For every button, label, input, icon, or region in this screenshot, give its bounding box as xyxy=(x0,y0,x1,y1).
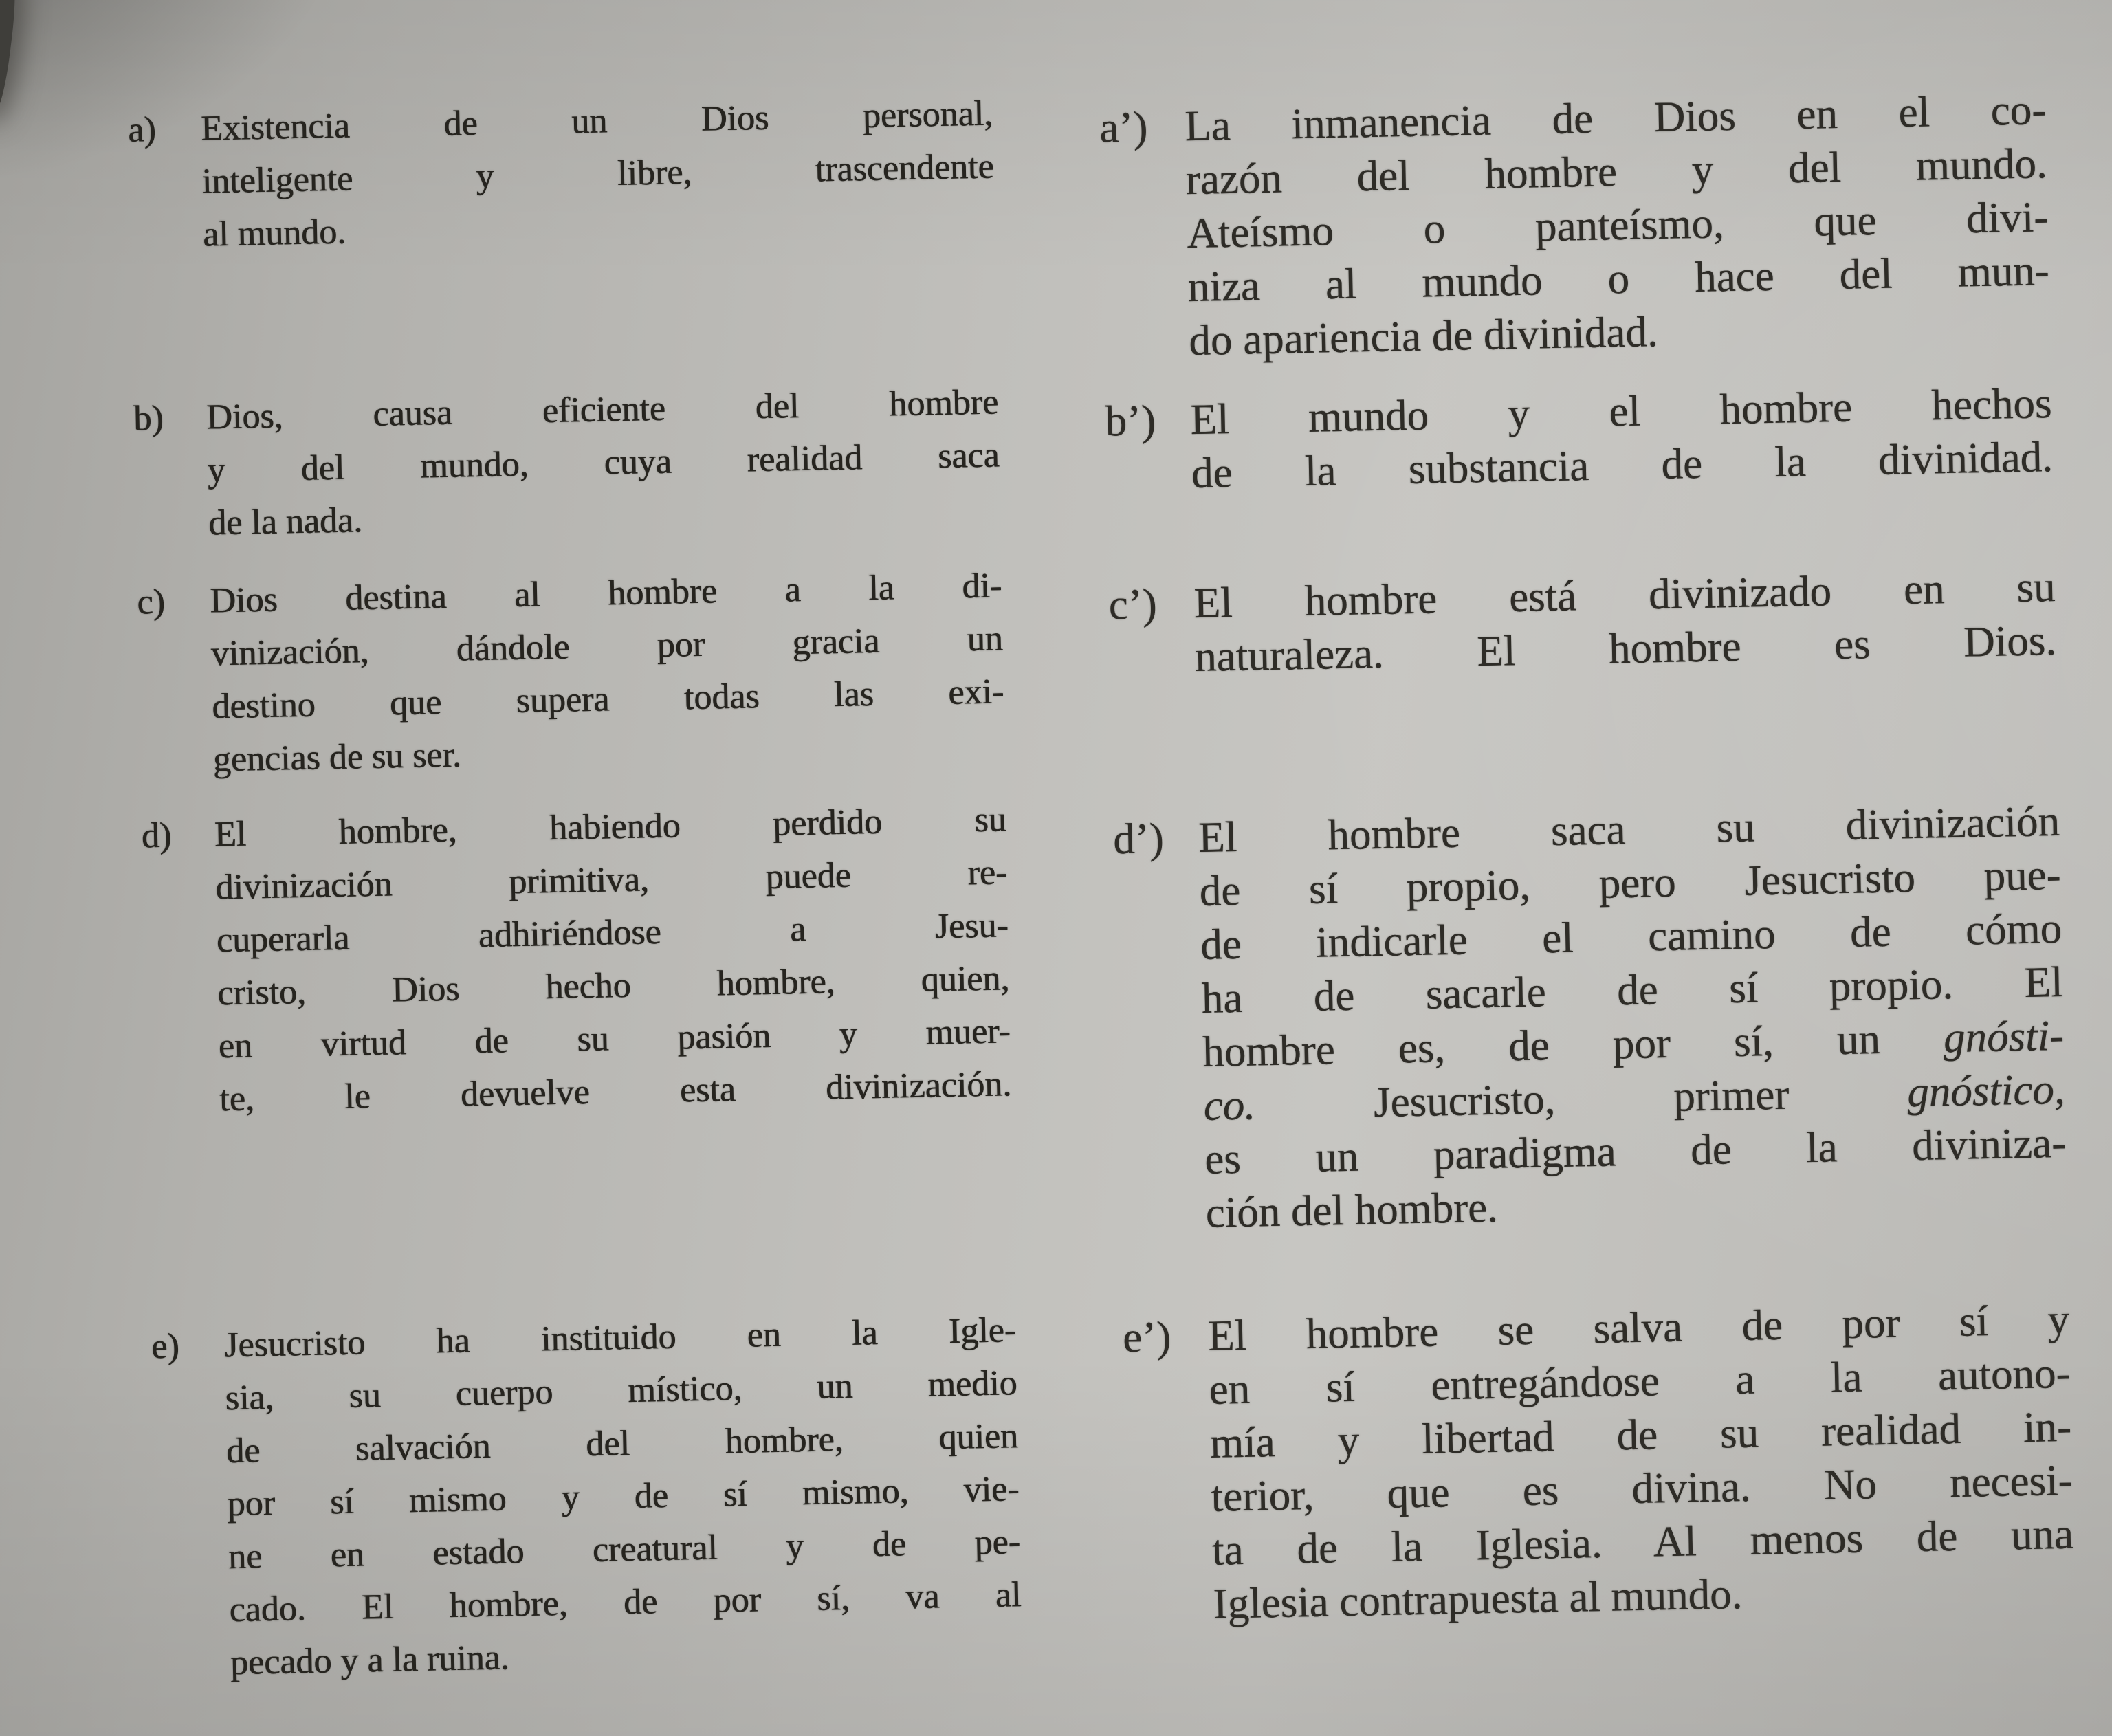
text-line: cado. El hombre, de por sí, va al xyxy=(228,1575,1022,1630)
text-line: sia, su cuerpo místico, un medio xyxy=(225,1363,1018,1418)
text-line: ción del hombre. xyxy=(1204,1183,1499,1237)
list-item-e-prime xyxy=(1116,1293,2075,1633)
item-label-b: b) xyxy=(133,398,164,439)
text-line: Dios, causa eficiente del hombre xyxy=(206,382,999,437)
list-item-d-prime xyxy=(1107,794,2067,1241)
item-body xyxy=(1194,560,2057,683)
text-line: ha de sacarle de sí propio. El xyxy=(1201,957,2064,1022)
text-run-italic: gnósti- xyxy=(1943,1011,2065,1062)
text-line: El mundo y el hombre hechos xyxy=(1189,379,2052,444)
text-line: naturaleza. El hombre es Dios. xyxy=(1194,616,2057,681)
item-body xyxy=(1185,83,2051,367)
text-line: El hombre saca su divinización xyxy=(1198,796,2060,862)
text-run: Jesucristo, primer xyxy=(1255,1068,1908,1129)
list-item-c-prime xyxy=(1103,560,2057,685)
text-line: Jesucristo ha instituido en la Igle- xyxy=(223,1310,1017,1365)
text-line: Dios destina al hombre a la di- xyxy=(209,566,1002,621)
text-line: terior, que es divina. No necesi- xyxy=(1210,1455,2074,1521)
text-line: en sí entregándose a la autono- xyxy=(1208,1348,2071,1414)
item-body xyxy=(210,559,1006,786)
text-line: por sí mismo y de sí mismo, vie- xyxy=(226,1469,1020,1524)
item-label-d: d) xyxy=(141,815,172,856)
text-line: El hombre, habiendo perdido su xyxy=(214,800,1007,855)
text-line: cuperarla adhiriéndose a Jesu- xyxy=(216,905,1009,960)
text-line: de la substancia de la divinidad. xyxy=(1191,432,2054,498)
text-line: El hombre está divinizado en su xyxy=(1193,562,2056,628)
item-label-e-prime: e’) xyxy=(1122,1312,1172,1362)
item-label-b-prime: b’) xyxy=(1104,396,1156,446)
item-body xyxy=(206,375,1000,549)
text-run: hombre es, de por sí, un xyxy=(1202,1013,1944,1076)
list-item-b xyxy=(124,375,1000,551)
text-line: de salvación del hombre, quien xyxy=(226,1416,1019,1471)
text-line: de indicarle el camino de cómo xyxy=(1200,903,2062,969)
text-line: gencias de su ser. xyxy=(212,735,462,780)
item-label-a-prime: a’) xyxy=(1099,102,1148,152)
list-item-a-prime xyxy=(1094,83,2051,369)
text-line: Existencia de un Dios personal, xyxy=(200,94,993,149)
text-line: razón del hombre y del mundo. xyxy=(1185,139,2048,204)
text-line: pecado y a la ruina. xyxy=(230,1638,510,1683)
text-line: La inmanencia de Dios en el co- xyxy=(1184,85,2047,151)
list-item-d xyxy=(133,793,1012,1127)
list-item-b-prime xyxy=(1099,376,2054,502)
text-line: destino que supera todas las exi- xyxy=(211,672,1004,727)
text-line: es un paradigma de la diviniza- xyxy=(1204,1118,2067,1183)
text-line: y del mundo, cuya realidad saca xyxy=(207,435,1000,490)
item-body xyxy=(214,793,1012,1125)
text-line: inteligente y libre, trascendente xyxy=(201,146,994,201)
item-label-c: c) xyxy=(136,582,166,622)
column-right xyxy=(1092,0,2077,1735)
text-line: te, le devuelve esta divinización. xyxy=(219,1064,1012,1119)
text-line: do apariencia de divinidad. xyxy=(1188,307,1659,365)
text-line: cristo, Dios hecho hombre, quien, xyxy=(217,958,1010,1013)
column-left xyxy=(118,1,1024,1736)
item-body xyxy=(223,1304,1022,1689)
text-line: mía y libertad de su realidad in- xyxy=(1209,1402,2072,1467)
text-run-italic: gnóstico, xyxy=(1906,1064,2066,1117)
text-line: divinización primitiva, puede re- xyxy=(214,853,1008,908)
item-label-e: e) xyxy=(151,1326,180,1367)
item-body xyxy=(1198,794,2067,1240)
list-item-c xyxy=(129,559,1006,787)
text-line: vinización, dándole por gracia un xyxy=(210,619,1004,674)
item-body xyxy=(1190,376,2054,500)
text-line: ne en estado creatural y de pe- xyxy=(228,1522,1021,1577)
text-line: de sí propio, pero Jesucristo pue- xyxy=(1199,850,2062,915)
text-run-italic: co. xyxy=(1202,1080,1256,1130)
list-item-e xyxy=(142,1304,1022,1691)
list-item-a xyxy=(119,87,995,263)
text-line: en virtud de su pasión y muer- xyxy=(218,1011,1011,1066)
text-line: El hombre se salva de por sí y xyxy=(1207,1295,2070,1360)
item-label-c-prime: c’) xyxy=(1108,580,1158,629)
text-line: ta de la Iglesia. Al menos de una xyxy=(1211,1509,2074,1574)
item-label-d-prime: d’) xyxy=(1112,813,1165,864)
item-body xyxy=(1207,1293,2075,1631)
text-line: Iglesia contrapuesta al mundo. xyxy=(1212,1570,1743,1628)
text-line: niza al mundo o hace del mun- xyxy=(1187,246,2050,311)
text-line: al mundo. xyxy=(202,212,346,254)
item-body xyxy=(200,87,995,261)
item-label-a: a) xyxy=(127,109,157,150)
text-line: Ateísmo o panteísmo, que divi- xyxy=(1186,193,2049,258)
text-line: de la nada. xyxy=(208,501,363,543)
